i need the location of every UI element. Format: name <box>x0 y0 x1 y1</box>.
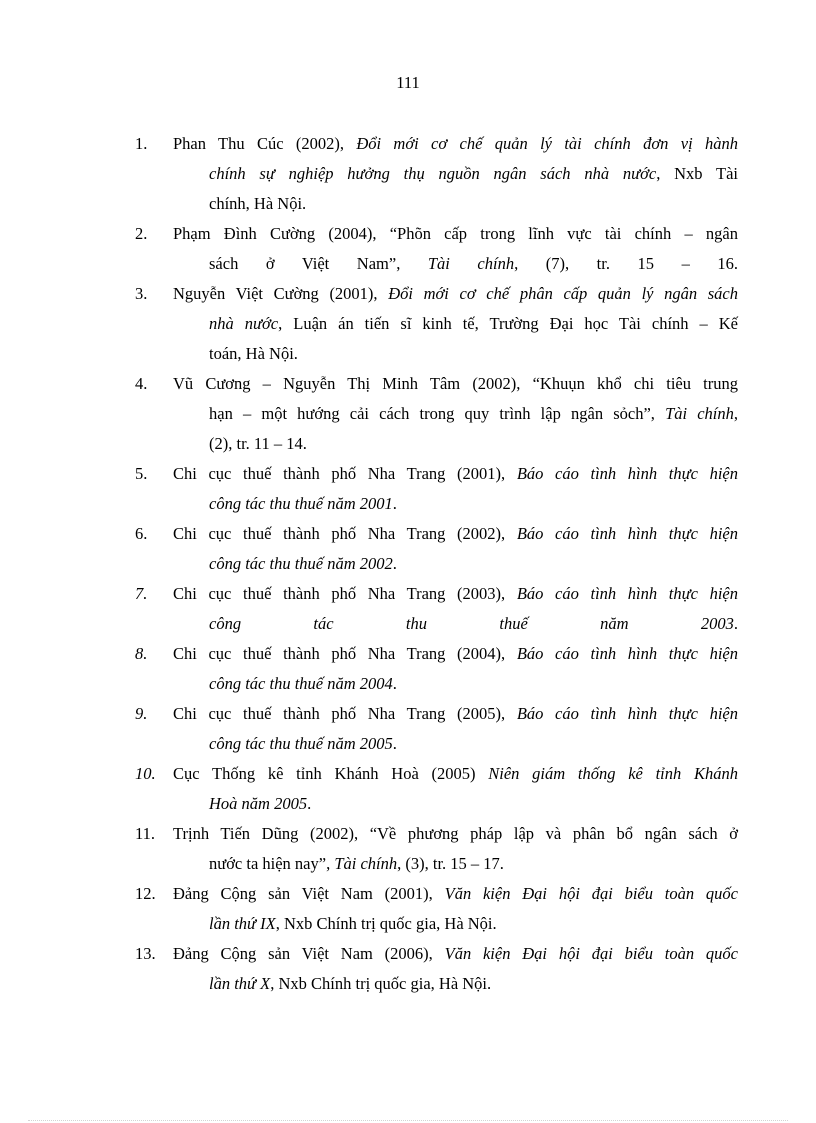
reference-title-text: chính sự nghiệp hưởng thụ nguồn ngân sách nhà nước <box>209 164 657 183</box>
reference-number: 1. <box>135 134 148 153</box>
reference-line <box>173 819 738 849</box>
reference-line <box>209 309 738 339</box>
reference-number: 13. <box>135 944 156 963</box>
page-bottom-divider <box>28 1120 788 1121</box>
reference-text: Chi cục thuế thành phố Nha Trang (2005), <box>173 704 517 723</box>
reference-text: Phạm Đình Cường (2004), “Phõn cấp trong lĩnh vực tài chính – ngân <box>173 224 738 243</box>
reference-title-text: Báo cáo tình hình thực hiện <box>516 644 738 663</box>
reference-title-text: Niên giám thống kê tỉnh Khánh <box>488 764 738 783</box>
reference-number: 10. <box>135 764 156 783</box>
reference-line <box>173 459 738 489</box>
reference-text: Chi cục thuế thành phố Nha Trang (2003), <box>173 584 517 603</box>
reference-text: chính, Hà Nội. <box>209 194 307 213</box>
reference-line <box>209 909 738 939</box>
reference-number: 3. <box>135 284 148 303</box>
reference-title-text: Đổi mới cơ chế phân cấp quản lý ngân sách <box>388 284 738 303</box>
reference-title-text: công tác thu thuế năm 2005 <box>209 734 393 753</box>
reference-line <box>173 219 738 249</box>
reference-text: Chi cục thuế thành phố Nha Trang (2001), <box>173 464 517 483</box>
reference-text: , (3), tr. 15 – 17. <box>397 854 504 873</box>
reference-line <box>209 969 738 999</box>
reference-line <box>209 549 738 579</box>
reference-text: , <box>733 404 739 423</box>
reference-line <box>209 849 738 879</box>
reference-title-text: công tác thu thuế năm 2001 <box>209 494 393 513</box>
reference-text: Nguyễn Việt Cường (2001), <box>173 284 389 303</box>
reference-line <box>209 729 738 759</box>
reference-text: . <box>392 734 397 753</box>
reference-number: 6. <box>135 524 148 543</box>
reference-title-text: nhà nước <box>209 314 279 333</box>
reference-number: 7. <box>135 584 148 603</box>
reference-line <box>173 879 738 909</box>
reference-number: 4. <box>135 374 148 393</box>
reference-text: . <box>392 554 397 573</box>
reference-text: , Nxb Tài <box>656 164 738 183</box>
reference-text: Chi cục thuế thành phố Nha Trang (2002), <box>173 524 517 543</box>
reference-text: Đảng Cộng sản Việt Nam (2001), <box>173 884 445 903</box>
reference-line <box>209 339 738 369</box>
reference-title-text: công tác thu thuế năm 2004 <box>209 674 393 693</box>
reference-title-text: công tác thu thuế năm 2003 <box>209 614 734 633</box>
reference-text: , Nxb Chính trị quốc gia, Hà Nội. <box>270 974 492 993</box>
reference-line <box>173 639 738 669</box>
reference-line <box>209 489 738 519</box>
reference-number: 8. <box>135 644 148 663</box>
reference-line <box>209 159 738 189</box>
reference-text: . <box>392 494 397 513</box>
reference-title-text: Tài chính <box>427 254 515 273</box>
reference-line <box>209 429 738 459</box>
reference-title-text: Văn kiện Đại hội đại biểu toàn quốc <box>444 944 739 963</box>
reference-line <box>209 669 738 699</box>
reference-text: Trịnh Tiến Dũng (2002), “Về phương pháp lập và phân bổ ngân sách ở <box>173 824 738 843</box>
reference-line <box>209 249 738 279</box>
reference-number: 9. <box>135 704 148 723</box>
reference-text: Phan Thu Cúc (2002), <box>173 134 357 153</box>
reference-title-text: Đổi mới cơ chế quản lý tài chính đơn vị hành <box>356 134 738 153</box>
reference-line <box>209 189 738 219</box>
reference-line <box>173 939 738 969</box>
reference-line <box>173 279 738 309</box>
reference-line <box>173 369 738 399</box>
reference-title-text: Báo cáo tình hình thực hiện <box>516 584 738 603</box>
reference-text: . <box>307 794 312 813</box>
reference-text: nước ta hiện nay”, <box>209 854 335 873</box>
reference-line <box>173 519 738 549</box>
reference-line <box>173 579 738 609</box>
reference-text: Vũ Cương – Nguyễn Thị Minh Tâm (2002), “Khuụn khổ chi tiêu trung <box>173 374 738 393</box>
reference-text: Đảng Cộng sản Việt Nam (2006), <box>173 944 445 963</box>
reference-title-text: Văn kiện Đại hội đại biểu toàn quốc <box>444 884 739 903</box>
reference-text: , Luận án tiến sĩ kinh tế, Trường Đại học Tài chính – Kế <box>278 314 738 333</box>
reference-line <box>173 759 738 789</box>
reference-title-text: Báo cáo tình hình thực hiện <box>516 464 738 483</box>
reference-title-text: Báo cáo tình hình thực hiện <box>516 524 738 543</box>
reference-number: 12. <box>135 884 156 903</box>
reference-title-text: lần thứ IX <box>209 914 276 933</box>
reference-text: hạn – một hướng cải cách trong quy trình lập ngân sỏch”, <box>209 404 666 423</box>
reference-text: , (7), tr. 15 – 16. <box>514 254 738 273</box>
reference-line <box>173 129 738 159</box>
reference-title-text: Tài chính <box>665 404 734 423</box>
reference-line <box>209 789 738 819</box>
reference-text: Cục Thống kê tỉnh Khánh Hoà (2005) <box>173 764 489 783</box>
reference-title-text: Hoà năm 2005 <box>209 794 308 813</box>
page-number: 111 <box>396 73 420 92</box>
reference-text: (2), tr. 11 – 14. <box>209 434 307 453</box>
reference-number: 2. <box>135 224 148 243</box>
reference-number: 5. <box>135 464 148 483</box>
reference-number: 11. <box>135 824 156 843</box>
reference-title-text: Báo cáo tình hình thực hiện <box>516 704 738 723</box>
reference-text: sách ở Việt Nam”, <box>209 254 428 273</box>
reference-text: . <box>733 614 738 633</box>
reference-text: toán, Hà Nội. <box>209 344 298 363</box>
reference-text: Chi cục thuế thành phố Nha Trang (2004), <box>173 644 517 663</box>
reference-text: . <box>392 674 397 693</box>
reference-text: , Nxb Chính trị quốc gia, Hà Nội. <box>275 914 497 933</box>
reference-line <box>173 699 738 729</box>
reference-line <box>209 399 738 429</box>
reference-title-text: Tài chính <box>334 854 398 873</box>
reference-title-text: công tác thu thuế năm 2002 <box>209 554 393 573</box>
reference-line <box>209 609 738 639</box>
reference-title-text: lần thứ X <box>209 974 271 993</box>
